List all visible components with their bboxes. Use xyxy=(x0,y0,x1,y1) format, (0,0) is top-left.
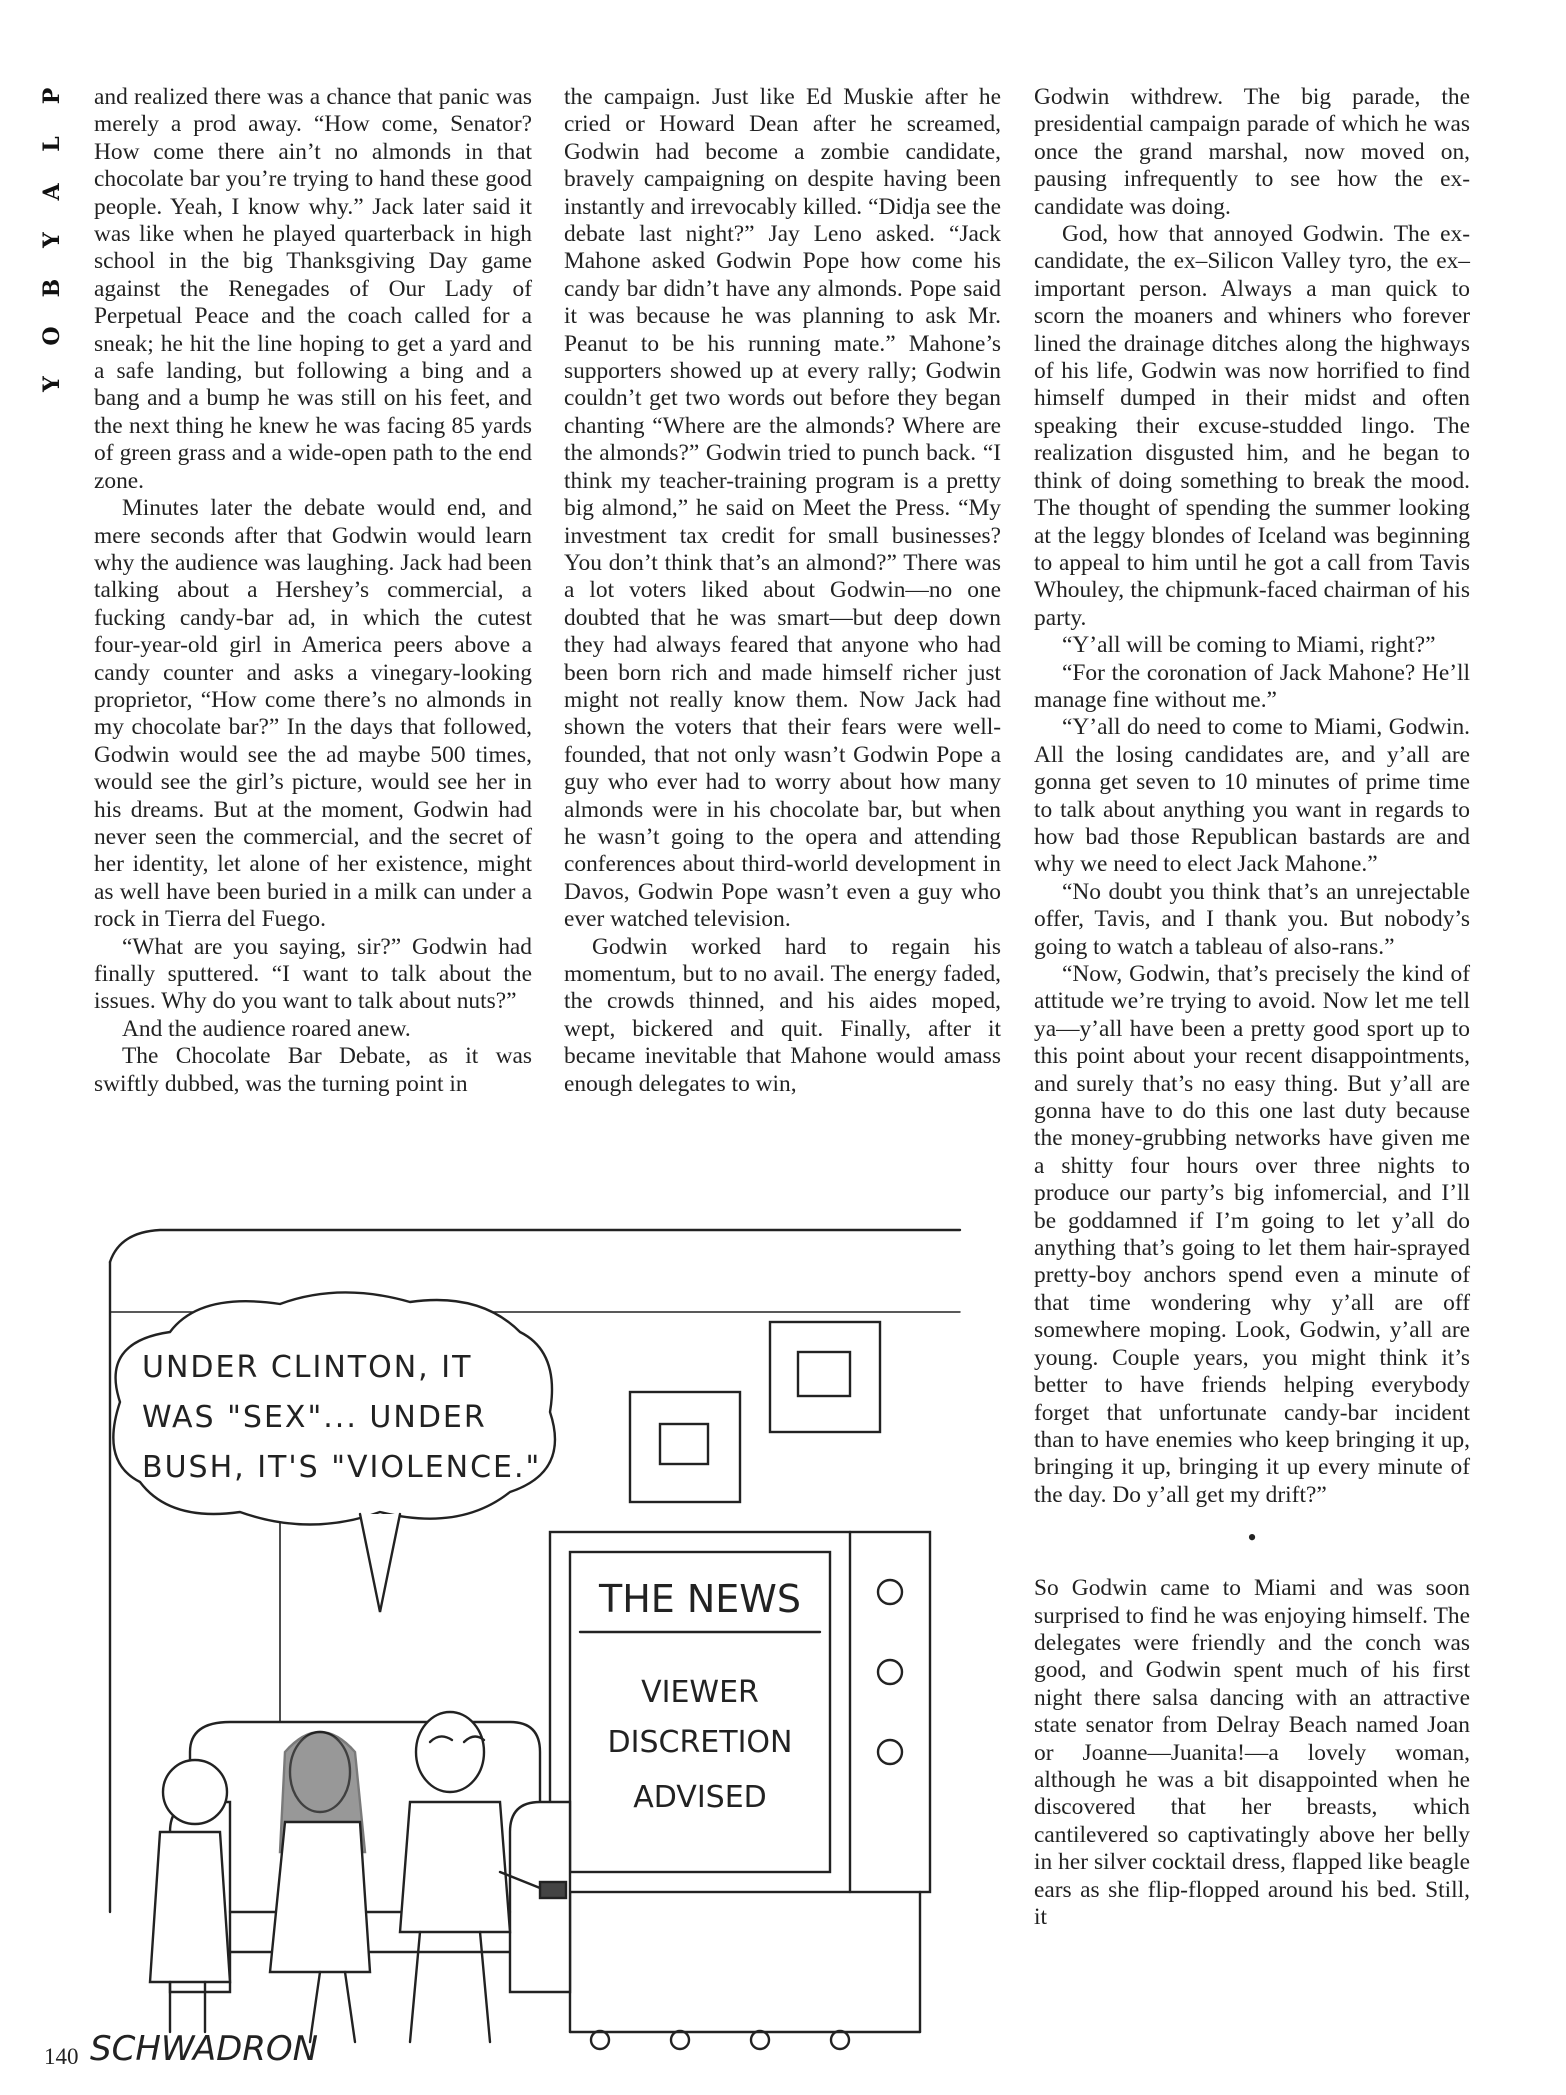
paragraph: “Now, Godwin, that’s precisely the kind of attitude we’re trying to avoid. Now let me tell ya—y’all have been a pretty good sport up to this point about your recent disappointments, and surely that’s no easy thing. But y’all are gonna have to do this one last duty because the money-grubbing networks have given me a shitty four hours over three nights to produce our party’s big infomercial, and I’ll be goddamned if I’m going to let y’all do anything that’s going to let them hair-sprayed pretty-boy anchors spend even a minute of that time wondering why y’all are off somewhere moping. Look, Godwin, y’all are young. Couple years, you might think it’s better to have friends helping everybody forget that unfortunate candy-bar incident than to have enemies who keep bringing it up, bringing it up, bringing it up every minute of the day. Do y’all get my drift?” xyxy=(1034,961,1470,1508)
tv-warning-text: DISCRETION xyxy=(607,1725,793,1760)
speech-bubble-tail xyxy=(360,1514,400,1612)
paragraph: Minutes later the debate would end, and mere seconds after that Godwin would learn why the audience was laughing. Jack had been talking about a Hershey’s commercial, a fucking candy-bar ad, in which the cutest four-year-old girl in America peers above a candy counter and asks a vinegary-looking proprietor, “How come there’s no almonds in my chocolate bar?” In the days that followed, Godwin would see the ad maybe 500 times, would see the girl’s picture, would see her in his dreams. But at the moment, Godwin had never seen the commercial, and the secret of her identity, let alone of her existence, might as well have been buried in a milk can under a rock in Tierra del Fuego. xyxy=(94,495,532,933)
paragraph: God, how that annoyed Godwin. The ex-candidate, the ex–Silicon Valley tyro, the ex–important person. Always a man quick to scorn the moaners and whiners who forever lined the drainage ditches along the highways of his life, Godwin was now horrified to find himself dumped in their midst and often speaking their excuse-studded lingo. The realization disgusted him, and he began to think of doing something to break the mood. The thought of spending the summer looking at the leggy blondes of Iceland was beginning to appeal to him until he got a call from Tavis Whouley, the chipmunk-faced chairman of his party. xyxy=(1034,221,1470,631)
section-separator: • xyxy=(1247,1523,1257,1553)
paragraph: Godwin worked hard to regain his momentum, but to no avail. The energy faded, the crowds thinned, and his aides moped, wept, bickered and quit. Finally, after it became inevitable that Mahone would amass enough delegates to win, xyxy=(564,933,1001,1097)
wall-picture-frame xyxy=(770,1322,880,1432)
wall-line xyxy=(110,1230,960,1262)
paragraph: and realized there was a chance that panic was merely a prod away. “How come, Senator? How come there ain’t no almonds in that chocolate bar you’re trying to hand these good people. Yeah, I know why.” Jack later said it was like when he played quarterback in high school in the big Thanksgiving Day game against the Renegades of Our Lady of Perpetual Peace and the coach called for a sneak; he hit the line hoping to get a yard and a safe landing, but following a bing and a bang and a bump he was still on his feet, and the next thing he knew he was facing 85 yards of green grass and a wide-open path to the end zone. xyxy=(94,84,532,494)
paragraph: the campaign. Just like Ed Muskie after he cried or Howard Dean after he screamed, Godwin had become a zombie candidate, bravely campaigning on despite having been instantly and irrevocably killed. “Didja see the debate last night?” Jay Leno asked. “Jack Mahone asked Godwin Pope how come his candy bar didn’t have any almonds. Pope said it was because he was planning to ask Mr. Peanut to be his running mate.” Mahone’s supporters showed up at every rally; Godwin couldn’t get two words out before they began chanting “Where are the almonds? Where are the almonds?” Godwin tried to punch back. “I think my teacher-training program is a pretty big almond,” he said on Meet the Press. “My investment tax credit for small businesses? You don’t think that’s an almond?” There was a lot voters liked about Godwin—no one doubted that he was smart—but deep down they had always feared that anyone who had been born rich and made himself richer just might not really know them. Now Jack had shown the voters that their fears were well-founded, that not only wasn’t Godwin Pope a guy who ever had to worry about how many almonds were in his chocolate bar, but when he wasn’t going to the opera and attending conferences about third-world development in Davos, Godwin Pope wasn’t even a guy who ever watched television. xyxy=(564,84,1001,933)
paragraph: “Y’all will be coming to Miami, right?” xyxy=(1062,632,1436,659)
text-column-2 xyxy=(564,84,1001,1098)
paragraph: “Y’all do need to come to Miami, Godwin. All the losing candidates are, and y’all are gonna get seven to 10 minutes of prime time to talk about anything you want in regards to how bad those Republican bastards are and why we need to elect Jack Mahone.” xyxy=(1034,714,1470,878)
bubble-text: UNDER CLINTON, IT xyxy=(142,1350,473,1385)
woman-dress xyxy=(270,1822,370,1972)
paragraph: “No doubt you think that’s an unrejectable offer, Tavis, and I thank you. But nobody’s going to watch a tableau of also-rans.” xyxy=(1034,878,1470,960)
tv-caster xyxy=(591,2031,609,2049)
cartoon-illustration xyxy=(80,1192,1000,2072)
cartoonist-signature: SCHWADRON xyxy=(90,2029,319,2069)
tv-caster xyxy=(831,2031,849,2049)
masthead-letter: L xyxy=(39,136,65,152)
tv-remote xyxy=(540,1882,566,1898)
paragraph: “What are you saying, sir?” Godwin had finally sputtered. “I want to talk about the issues. Why do you want to talk about nuts?” xyxy=(94,933,532,1015)
tv-headline: THE NEWS xyxy=(598,1577,802,1621)
page-number: 140 xyxy=(44,2044,79,2069)
masthead-letter: Y xyxy=(39,232,65,248)
paragraph: “For the coronation of Jack Mahone? He’ll manage fine without me.” xyxy=(1034,659,1470,713)
paragraph: So Godwin came to Miami and was soon surprised to find he was enjoying himself. The delegates were friendly and the conch was good, and Godwin spent much of his first night there salsa dancing with an attractive state senator from Delray Beach named Joan or Joanne—Juanita!—a lovely woman, although he was a bit disappointed when he discovered that her breasts, which cantilevered so captivatingly above her belly in her silver cocktail dress, flapped like beagle ears as she flip-flopped around his bed. Still, it xyxy=(1034,1575,1470,1930)
text-column-1 xyxy=(94,84,532,1098)
tv-warning-text: VIEWER xyxy=(641,1675,759,1710)
text-column-3 xyxy=(1034,84,1470,1931)
masthead xyxy=(32,72,72,408)
man-shirt xyxy=(400,1802,510,1932)
bubble-text: BUSH, IT'S "VIOLENCE." xyxy=(142,1450,542,1485)
girl-dress xyxy=(150,1832,230,1982)
tv-caster xyxy=(671,2031,689,2049)
paragraph: The Chocolate Bar Debate, as it was swiftly dubbed, was the turning point in xyxy=(94,1043,532,1097)
tv-warning-text: ADVISED xyxy=(633,1780,767,1815)
masthead-letter: Y xyxy=(39,376,65,392)
girl-head xyxy=(163,1760,227,1824)
masthead-letter: O xyxy=(39,326,65,346)
paragraph: Godwin withdrew. The big parade, the presidential campaign parade of which he was once the grand marshal, now moved on, pausing infrequently to see how the ex-candidate was doing. xyxy=(1034,84,1470,220)
paragraph: And the audience roared anew. xyxy=(122,1015,411,1042)
bubble-text: WAS "SEX"... UNDER xyxy=(142,1400,487,1435)
masthead-letter: A xyxy=(39,183,65,201)
tv-caster xyxy=(751,2031,769,2049)
wall-picture-frame xyxy=(630,1392,740,1502)
man-head xyxy=(416,1712,484,1792)
masthead-letter: B xyxy=(39,278,65,298)
masthead-letter: P xyxy=(39,87,65,105)
